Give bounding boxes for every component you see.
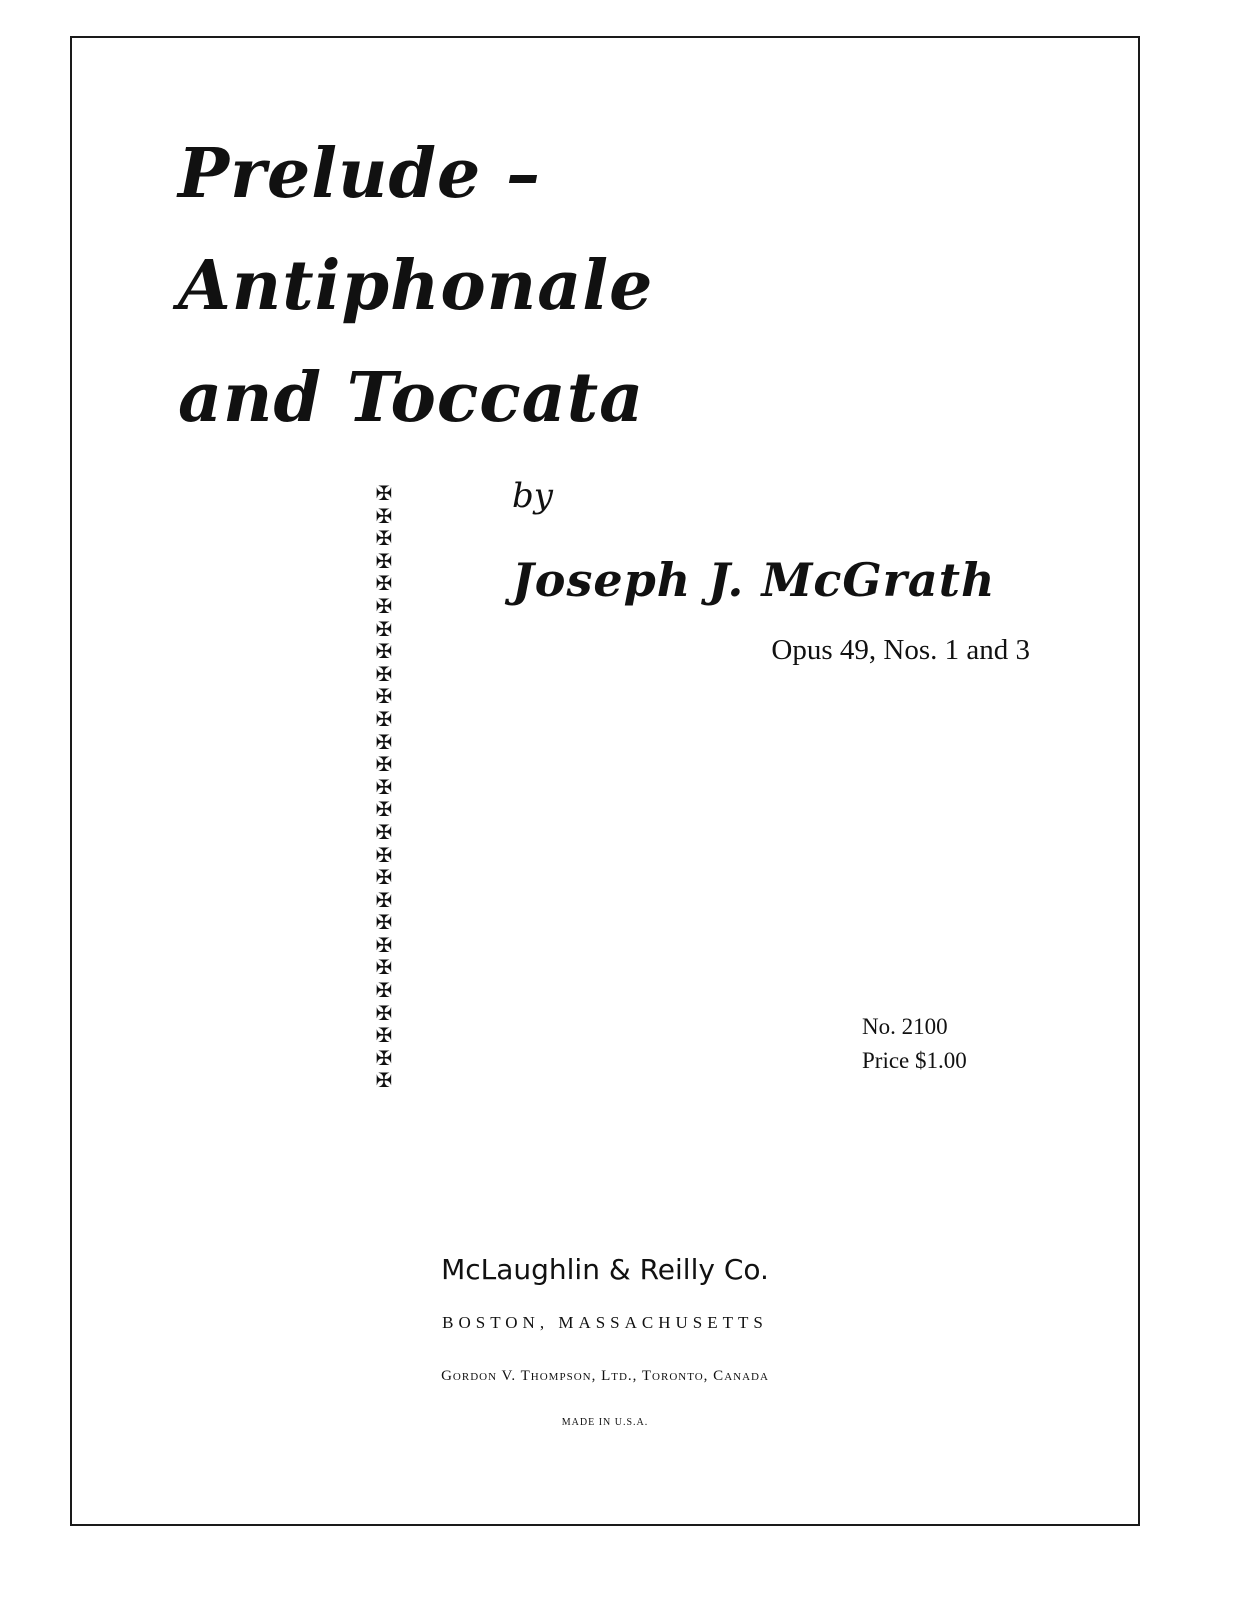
maltese-cross-icon: ✠	[375, 797, 393, 822]
maltese-cross-icon: ✠	[375, 1000, 393, 1025]
cross-ornament-column	[372, 482, 396, 1092]
catalog-info	[862, 1010, 967, 1078]
maltese-cross-icon: ✠	[375, 865, 393, 890]
maltese-cross-icon: ✠	[375, 503, 393, 528]
catalog-number: No. 2100	[862, 1014, 948, 1039]
maltese-cross-icon: ✠	[375, 887, 393, 912]
title-line-1: Prelude –	[178, 134, 541, 214]
page-title	[178, 118, 653, 454]
maltese-cross-icon: ✠	[375, 842, 393, 867]
composer-name: Joseph J. McGrath	[512, 553, 996, 607]
maltese-cross-icon: ✠	[375, 729, 393, 754]
maltese-cross-icon: ✠	[375, 548, 393, 573]
maltese-cross-icon: ✠	[375, 819, 393, 844]
maltese-cross-icon: ✠	[375, 955, 393, 980]
maltese-cross-icon: ✠	[375, 1068, 393, 1093]
maltese-cross-icon: ✠	[375, 910, 393, 935]
price: Price $1.00	[862, 1048, 967, 1073]
title-line-3: and Toccata	[178, 358, 645, 438]
maltese-cross-icon: ✠	[375, 684, 393, 709]
maltese-cross-icon: ✠	[375, 639, 393, 664]
maltese-cross-icon: ✠	[375, 616, 393, 641]
maltese-cross-icon: ✠	[375, 526, 393, 551]
distributor-line: Gordon V. Thompson, Ltd., Toronto, Canada	[441, 1368, 769, 1384]
made-in-line: MADE IN U.S.A.	[561, 1417, 649, 1428]
title-line-2: Antiphonale	[178, 246, 654, 326]
maltese-cross-icon: ✠	[375, 1023, 393, 1048]
maltese-cross-icon: ✠	[375, 774, 393, 799]
maltese-cross-icon: ✠	[375, 752, 393, 777]
publisher-name: McLaughlin & Reilly Co.	[441, 1253, 769, 1286]
maltese-cross-icon: ✠	[375, 932, 393, 957]
maltese-cross-icon: ✠	[375, 706, 393, 731]
byline: by	[512, 476, 553, 516]
publisher-city: BOSTON, MASSACHUSETTS	[442, 1313, 768, 1332]
opus-number: Opus 49, Nos. 1 and 3	[771, 634, 1030, 666]
maltese-cross-icon: ✠	[375, 593, 393, 618]
maltese-cross-icon: ✠	[375, 481, 393, 505]
maltese-cross-icon: ✠	[375, 1045, 393, 1070]
maltese-cross-icon: ✠	[375, 978, 393, 1003]
maltese-cross-icon: ✠	[375, 571, 393, 596]
maltese-cross-icon: ✠	[375, 661, 393, 686]
